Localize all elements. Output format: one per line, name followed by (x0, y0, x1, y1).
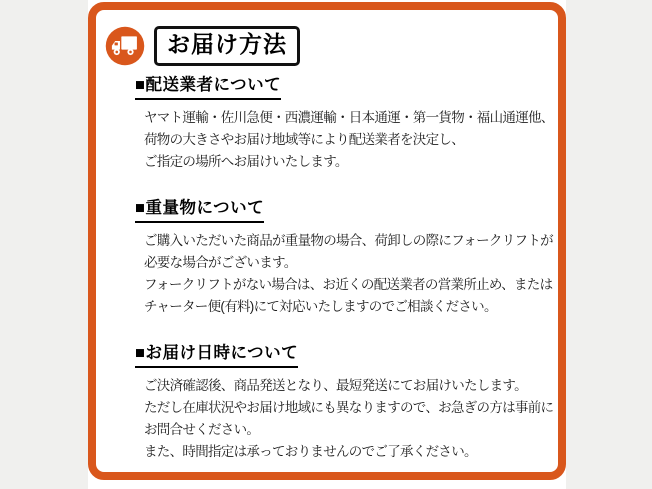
page-title-box (154, 26, 300, 65)
section-delivery-companies (135, 71, 554, 173)
text-line: ヤマト運輸・佐川急便・西濃運輸・日本通運・第一貨物・福山通運他、 (144, 110, 554, 125)
section-heading-delivery-schedule: ■お届け日時について (135, 339, 298, 368)
section-body (144, 107, 554, 173)
text-line: ただし在庫状況やお届け地域にも異なりますので、お急ぎの方は事前に (144, 400, 554, 415)
section-heading-heavy-items: ■重量物について (135, 194, 264, 223)
page-title: お届け方法 (167, 31, 287, 58)
text-line: お問合せください。 (144, 422, 260, 437)
text-line: ご購入いただいた商品が重量物の場合、荷卸しの際にフォークリフトが (144, 233, 553, 248)
text-line: 荷物の大きさやお届け地域等により配送業者を決定し、 (144, 132, 464, 147)
text-line: 必要な場合がございます。 (144, 255, 297, 270)
panel-header (103, 24, 558, 68)
delivery-info-panel (88, 2, 566, 480)
section-body (144, 375, 554, 463)
section-heading-delivery-companies: ■配送業者について (135, 71, 281, 100)
sections-container (96, 68, 558, 463)
section-delivery-schedule (135, 339, 554, 463)
section-body (144, 230, 553, 318)
text-line: また、時間指定は承っておりませんのでご了承ください。 (144, 444, 477, 459)
truck-icon (103, 24, 147, 68)
text-line: ご指定の場所へお届けいたします。 (144, 154, 348, 169)
text-line: フォークリフトがない場合は、お近くの配送業者の営業所止め、または (144, 277, 553, 292)
text-line: チャーター便(有料)にて対応いたしますのでご相談ください。 (144, 299, 497, 314)
content-column (88, 0, 566, 489)
text-line: ご決済確認後、商品発送となり、最短発送にてお届けいたします。 (144, 378, 527, 393)
section-heavy-items (135, 194, 553, 318)
